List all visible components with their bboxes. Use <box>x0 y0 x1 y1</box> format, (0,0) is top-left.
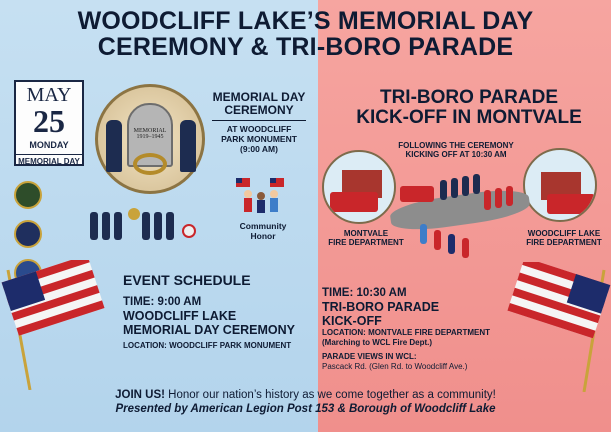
ceremony-location-line-2: PARK MONUMENT <box>221 134 297 144</box>
marcher <box>484 190 491 210</box>
date-occasion: MEMORIAL DAY <box>16 154 82 166</box>
honor-line-2: Honor <box>250 231 276 241</box>
schedule-location: LOCATION: WOODCLIFF PARK MONUMENT <box>123 341 292 350</box>
soldier-right <box>180 120 196 172</box>
footer <box>0 388 611 416</box>
join-us-rest: Honor our nation’s history as we come together as a community! <box>164 389 496 401</box>
marcher <box>462 238 469 258</box>
fire-truck-icon <box>400 186 434 202</box>
montvale-fire-station-illustration <box>322 150 396 224</box>
us-flag-icon <box>0 260 112 390</box>
honor-line-1: Community <box>239 221 287 231</box>
memorial-years: 1919–1945 <box>136 134 164 140</box>
band-member <box>114 212 122 240</box>
montvale-fd-line-1: MONTVALE <box>343 229 389 238</box>
parade-name-line-1: TRI-BORO PARADE <box>322 300 440 314</box>
join-us-line <box>0 388 611 402</box>
band-member <box>166 212 174 240</box>
marcher <box>451 178 458 198</box>
follow-line-1: FOLLOWING THE CEREMONY <box>398 141 514 150</box>
wreath-icon <box>133 153 167 175</box>
woodcliff-fd-label <box>522 229 606 247</box>
ceremony-heading-line-2: CEREMONY <box>224 103 294 117</box>
parade-heading-line-2: KICK-OFF IN MONTVALE <box>356 107 582 128</box>
memorial-inscription <box>122 128 178 140</box>
band-member <box>102 212 110 240</box>
army-seal-icon <box>14 181 42 209</box>
parade-views-route: Pascack Rd. (Glen Rd. to Woodcliff Ave.) <box>322 362 468 371</box>
kids-with-flags-illustration <box>236 178 286 218</box>
band-member <box>154 212 162 240</box>
marcher <box>473 174 480 194</box>
band-member <box>142 212 150 240</box>
parade-kickoff-note <box>386 141 526 159</box>
follow-line-2: KICKING OFF AT 10:30 AM <box>405 150 507 159</box>
marcher <box>495 188 502 208</box>
ceremony-divider <box>212 120 306 121</box>
schedule-name-line-2: MEMORIAL DAY CEREMONY <box>123 323 296 337</box>
community-honor-label <box>226 221 300 241</box>
parade-name-line-2: KICK-OFF <box>322 314 382 328</box>
title-line-2: CEREMONY & TRI-BORO PARADE <box>97 33 514 61</box>
woodcliff-fire-station-illustration <box>523 148 597 222</box>
marcher <box>462 176 469 196</box>
montvale-fd-line-2: FIRE DEPARTMENT <box>328 238 404 247</box>
schedule-heading: EVENT SCHEDULE <box>123 272 251 288</box>
parade-time: TIME: 10:30 AM <box>322 287 407 299</box>
ceremony-heading-line-1: MEMORIAL DAY <box>212 90 306 104</box>
memorial-word: MEMORIAL <box>133 128 167 134</box>
parade-heading <box>330 88 608 128</box>
parade-schedule <box>322 287 490 372</box>
join-us-bold: JOIN US! <box>115 389 165 401</box>
marcher <box>440 180 447 200</box>
event-schedule <box>123 272 295 351</box>
date-weekday: MONDAY <box>29 140 69 150</box>
parade-heading-line-1: TRI-BORO PARADE <box>379 87 559 108</box>
schedule-time: TIME: 9:00 AM <box>123 296 202 308</box>
drum-icon <box>182 224 196 238</box>
marcher <box>434 230 441 250</box>
marcher <box>506 186 513 206</box>
soldier-left <box>106 120 122 172</box>
ceremony-heading <box>204 91 314 154</box>
band-member <box>90 212 98 240</box>
tuba-icon <box>128 208 140 220</box>
ceremony-time: (9:00 AM) <box>240 144 278 154</box>
presented-by: Presented by American Legion Post 153 & Borough of Woodcliff Lake <box>115 403 496 415</box>
us-flag-icon <box>500 262 611 392</box>
date-box <box>14 80 84 166</box>
schedule-name-line-1: WOODCLIFF LAKE <box>123 309 237 323</box>
woodcliff-fd-line-1: WOODCLIFF LAKE <box>527 229 601 238</box>
fire-truck-icon <box>330 192 378 212</box>
woodcliff-fd-line-2: FIRE DEPARTMENT <box>526 238 602 247</box>
montvale-fd-label <box>328 229 404 247</box>
navy-seal-icon <box>14 220 42 248</box>
marcher <box>420 224 427 244</box>
parade-views-heading: PARADE VIEWS IN WCL: <box>322 352 417 361</box>
parade-location-line-1: LOCATION: MONTVALE FIRE DEPARTMENT <box>322 328 490 337</box>
ceremony-location-line-1: AT WOODCLIFF <box>226 124 292 134</box>
parade-location-line-2: (Marching to WCL Fire Dept.) <box>322 338 433 347</box>
poster-title <box>0 8 611 60</box>
fire-truck-icon <box>547 194 595 214</box>
title-line-1: WOODCLIFF LAKE’S MEMORIAL DAY <box>77 7 534 35</box>
date-month: MAY <box>26 84 72 106</box>
date-day: 25 <box>33 103 65 139</box>
marcher <box>448 234 455 254</box>
marching-band-illustration <box>90 204 210 240</box>
